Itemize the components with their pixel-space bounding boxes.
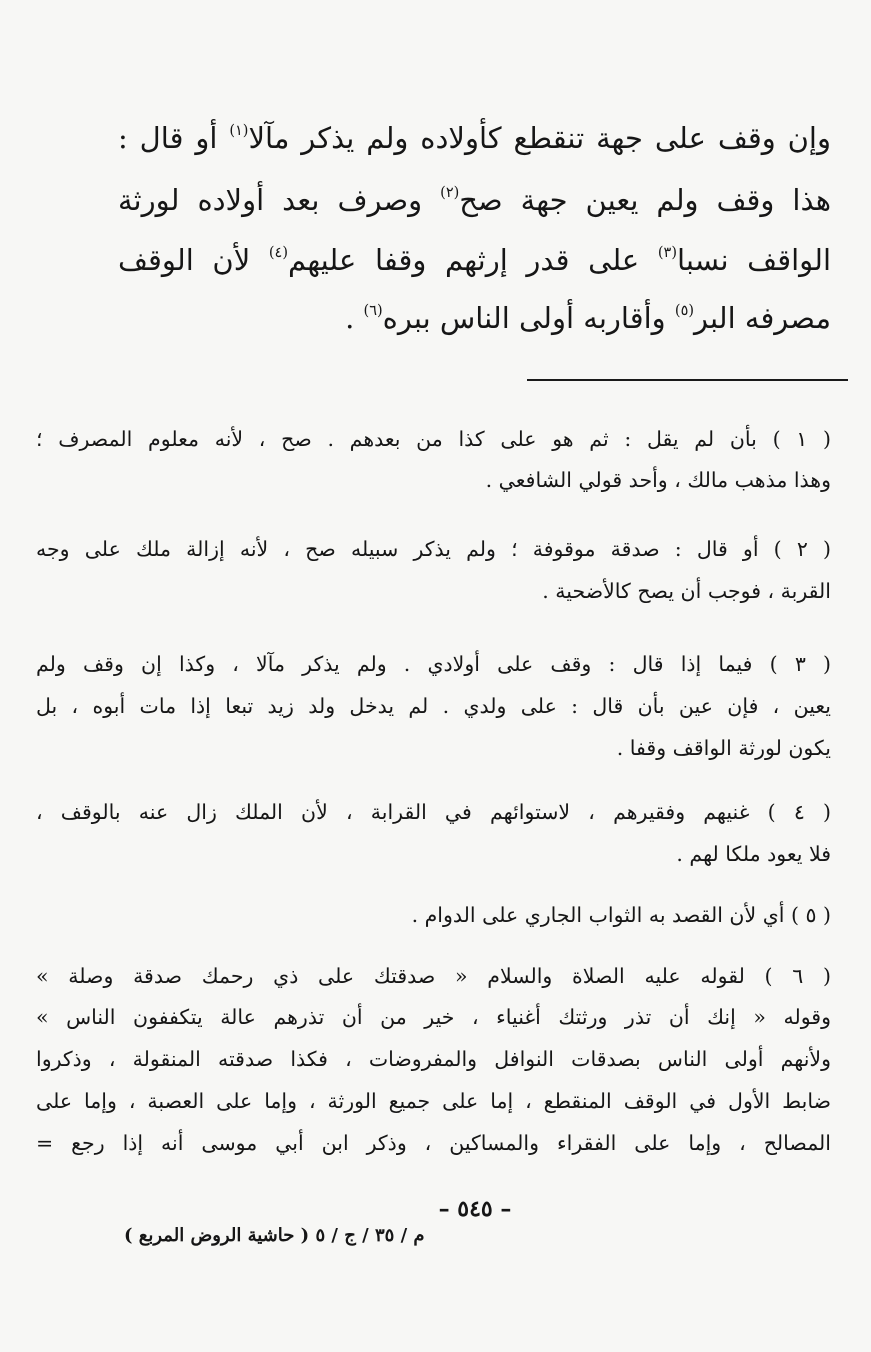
footnote-1-line-1: ( ١ ) بأن لم يقل : ثم هو على كذا من بعدهم . صح ، لأنه معلوم المصرف ؛ xyxy=(36,427,831,451)
footnote-6-line-3: ولأنهم أولى الناس بصدقات النوافل والمفروضات ، فكذا صدقته المنقولة ، وذكروا xyxy=(36,1047,831,1071)
main-text-segment: مصرفه البر xyxy=(694,301,831,335)
footnote-6-line-2: وقوله « إنك أن تذر ورثتك أغنياء ، خير من أن تذرهم عالة يتكففون الناس » xyxy=(36,1005,831,1029)
main-text-line-3 xyxy=(118,238,831,282)
footnote-6-line-4: ضابط الأول في الوقف المنقطع ، إما على جميع الورثة ، وإما على العصبة ، وإما على xyxy=(36,1089,831,1113)
main-text-segment: وصرف بعد أولاده لورثة xyxy=(118,183,441,217)
footnote-3-line-3: يكون لورثة الواقف وقفا . xyxy=(616,736,831,760)
footnote-4-line-2: فلا يعود ملكا لهم . xyxy=(676,842,831,866)
footnote-6-line-1: ( ٦ ) لقوله عليه الصلاة والسلام « صدقتك على ذي رحمك صدقة وصلة » xyxy=(36,964,831,988)
main-text-segment: هذا وقف ولم يعين جهة صح xyxy=(459,183,832,217)
main-text-segment: وإن وقف على جهة تنقطع كأولاده ولم يذكر مآلا xyxy=(248,121,831,155)
footnote-ref-4: (٤) xyxy=(268,244,289,261)
footnote-3-line-1: ( ٣ ) فيما إذا قال : وقف على أولادي . ولم يذكر مآلا ، وكذا إن وقف ولم xyxy=(36,652,831,676)
main-text-segment: وأقاربه أولى الناس ببره xyxy=(382,301,675,335)
main-text-line-2 xyxy=(118,178,831,222)
footnote-2-line-1: ( ٢ ) أو قال : صدقة موقوفة ؛ ولم يذكر سبيله صح ، لأنه إزالة ملك على وجه xyxy=(36,537,831,561)
footnote-3-line-2: يعين ، فإن عين بأن قال : على ولدي . لم يدخل ولد زيد تبعا إذا مات أبوه ، بل xyxy=(36,694,831,718)
main-text-segment: الواقف نسبا xyxy=(677,243,831,277)
footnote-ref-6: (٦) xyxy=(363,302,383,319)
page-number: – ٥٤٥ – xyxy=(438,1196,512,1222)
main-text-segment: لأن الوقف xyxy=(118,243,269,277)
footnote-ref-5: (٥) xyxy=(674,302,695,319)
main-text-line-4 xyxy=(118,296,831,340)
main-text-segment: على قدر إرثهم وقفا عليهم xyxy=(288,243,658,277)
colophon: م / ٣٥ / ج / ٥ ( حاشية الروض المربع ) xyxy=(124,1225,425,1246)
footnote-separator xyxy=(527,379,848,381)
main-text-segment: . xyxy=(345,301,364,335)
footnote-ref-3: (٣) xyxy=(657,244,678,261)
footnote-5-line-1: ( ٥ ) أي لأن القصد به الثواب الجاري على الدوام . xyxy=(411,903,831,927)
footnote-2-line-2: القربة ، فوجب أن يصح كالأضحية . xyxy=(542,579,831,603)
footnote-ref-2: (٢) xyxy=(440,184,460,201)
main-text-line-1 xyxy=(118,116,831,160)
main-text-segment: أو قال : xyxy=(118,121,230,155)
footnote-6-line-5: المصالح ، وإما على الفقراء والمساكين ، وذكر ابن أبي موسى أنه إذا رجع = xyxy=(36,1131,831,1155)
footnote-ref-1: (١) xyxy=(229,122,249,139)
footnote-4-line-1: ( ٤ ) غنيهم وفقيرهم ، لاستوائهم في القرابة ، لأن الملك زال عنه بالوقف ، xyxy=(36,800,831,824)
footnote-1-line-2: وهذا مذهب مالك ، وأحد قولي الشافعي . xyxy=(485,468,831,492)
